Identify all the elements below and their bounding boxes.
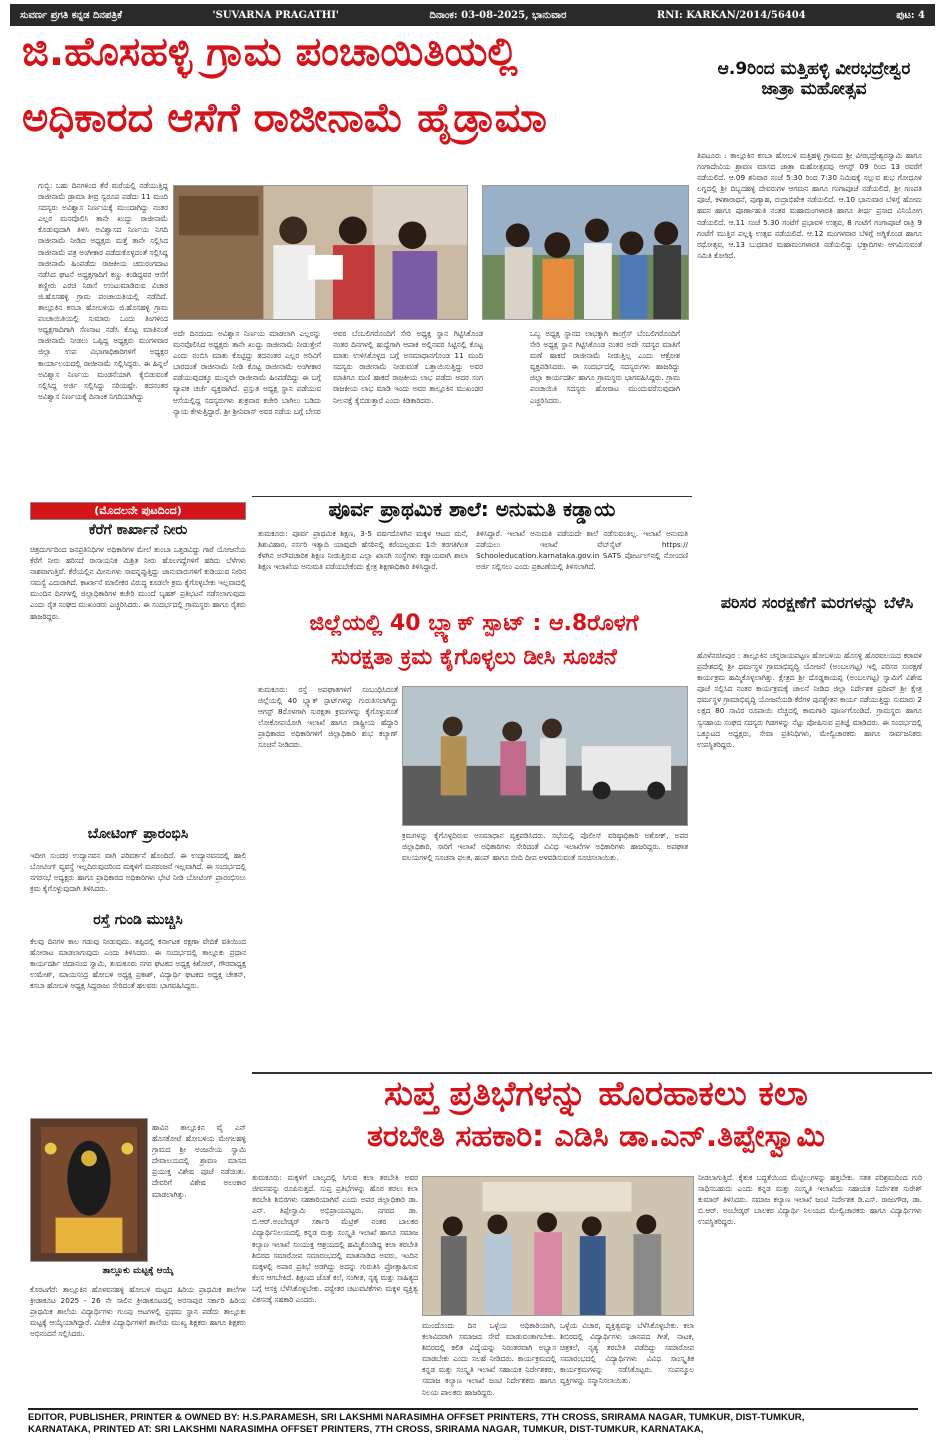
kala-column-3: ಒಳ್ಳೆಯ ವಿಚಾರ, ವ್ಯಕ್ತಿತ್ವವನ್ನು ಬೆಳೆಸಿಕೊಳ್ಳಬೇಕು. ಕಲಾ ಶಿಬಿರದಲ್ಲಿ ವಿದ್ಯಾರ್ಥಿಗಳು ಜಾನಪದ ಗೀತೆ, ನಾಟಕ, ಚಿತ್ರಕಲೆ, ನೃತ್ಯ ತರಬೇತಿ ಪಡೆದಿದ್ದು ಸಮಾರೋಪ ಸಮಾರಂಭದಲ್ಲಿ ವಿದ್ಯಾರ್ಥಿಗಳು ವಿವಿಧ ಸಾಂಸ್ಕೃತಿಕ ಕಾರ್ಯಕ್ರಮಗಳನ್ನು ನಡೆಸಿಕೊಟ್ಟರು. ಸಂಪನ್ಮೂಲ ವ್ಯಕ್ತಿಗಳನ್ನು ಸನ್ಮಾನಿಸಲಾಯಿತು.: [560, 1321, 694, 1386]
pre-primary-body-1: ತುಮಕೂರು: ಪೂರ್ವ ಪ್ರಾಥಮಿಕ ಶಿಕ್ಷಣ, 3-5 ವರ್ಷದೊಳಗಿನ ಮಕ್ಕಳ ಆಟದ ಮನೆ, ಶಿಶುವಿಹಾರ, ನರ್ಸರಿ ಇತ್ಯಾದಿ ಯಾವುದೇ ಹೆಸರಿನಲ್ಲಿ ಕರೆಯಲ್ಪಡುವ 1ನೇ ತರಗತಿಗಿಂತ ಕೆಳಗಿನ ಅನೌಪಚಾರಿಕ ಶಿಕ್ಷಣ ನೀಡುತ್ತಿರುವ ಎಲ್ಲಾ ಖಾಸಗಿ ಸಂಸ್ಥೆಗಳು ಕಡ್ಡಾಯವಾಗಿ ಶಾಲಾ ಶಿಕ್ಷಣ ಇಲಾಖೆಯ ಅನುಮತಿ ಪಡೆಯಬೇಕೆಂದು ಕ್ಷೇತ್ರ ಶಿಕ್ಷಣಾಧಿಕಾರಿ ತಿಳಿಸಿದ್ದಾರೆ.: [258, 529, 468, 572]
lead-photo-group: [482, 185, 689, 320]
kala-headline-1: ಸುಪ್ತ ಪ್ರತಿಭೆಗಳನ್ನು ಹೊರಹಾಕಲು ಕಲಾ: [384, 1076, 808, 1114]
right-mid-headline: ಪರಿಸರ ಸಂರಕ್ಷಣೆಗೆ ಮರಗಳನ್ನು ಬೆಳೆಸಿ: [720, 594, 914, 612]
raste-headline: ರಸ್ತೆ ಗುಂಡಿ ಮುಚ್ಚಿಸಿ: [93, 912, 183, 928]
masthead-title: 'SUVARNA PRAGATHI': [212, 9, 339, 21]
temple-caption: ತಾಲ್ಲೂಕು ಮಟ್ಟಕ್ಕೆ ಆಯ್ಕೆ: [102, 1266, 174, 1276]
temple-side-text: ಹಾವಿನ ತಾಲ್ಲೂಕಿನ ವೈ ಎನ್ ಹೊಸಕೋಟೆ ಹೋಬಳಿಯ ಮೇಗಲಹಳ್ಳಿ ಗ್ರಾಮದ ಶ್ರೀ ಅಂಜನೇಯ ಸ್ವಾಮಿ ದೇವಾಲಯದಲ್ಲಿ ಶ್ರಾವಣ ಮಾಸದ ಪ್ರಯುಕ್ತ ವಿಶೇಷ ಪೂಜೆ ನಡೆಯಿತು. ದೇವರಿಗೆ ವಿಶೇಷ ಅಲಂಕಾರ ಮಾಡಲಾಗಿತ್ತು.: [152, 1123, 246, 1199]
blackspot-photo: [402, 686, 688, 826]
kala-column-4: ನೀಡಲಾಗುತ್ತಿದೆ. ಕೈತುಕ ಬದ್ಧತೆಯಿಂದ ಮೆಟ್ಟಿಲುಗಳನ್ನು ಹತ್ತಬೇಕು. ಸತತ ಪರಿಶ್ರಮದಿಂದ ಗುರಿ ಸಾಧಿಸಬಹುದು ಎಂದು ಕನ್ನಡ ಮತ್ತು ಸಂಸ್ಕೃತಿ ಇಲಾಖೆಯ ಸಹಾಯಕ ನಿರ್ದೇಶಕ ಸುರೇಶ್ ಕುಮಾರ್ ತಿಳಿಸಿದರು. ಸಮಾಜ ಕಲ್ಯಾಣ ಇಲಾಖೆ ಜಂಟಿ ನಿರ್ದೇಶಕ ಡಿ.ಎಸ್. ರಾಜುಗೌಡ, ಡಾ. ಬಿ.ಆರ್. ಅಂಬೇಡ್ಕರ್ ಬಾಲಕರ ವಿದ್ಯಾರ್ಥಿ ನಿಲಯದ ಮೇಲ್ವಿಚಾರಕರು ಹಾಗೂ ವಿದ್ಯಾರ್ಥಿಗಳು ಉಪಸ್ಥಿತರಿದ್ದರು.: [698, 1173, 922, 1227]
blackspot-headline-1: ಜಿಲ್ಲೆಯಲ್ಲಿ 40 ಬ್ಲ್ಯಾಕ್ ಸ್ಪಾಟ್ : ಆ.8ರೊಳಗೆ: [309, 612, 639, 636]
imprint-line-1: EDITOR, PUBLISHER, PRINTER & OWNED BY: H.S.PARAMESH, SRI LAKSHMI NARASIMHA OFFSET PRINTERS, 7TH CROSS, SRIRAMA NAGAR, TUMKUR, DIST-TUMKUR,: [28, 1412, 805, 1423]
kere-body: ಚಿತ್ರದುರ್ಗದಿಂದ ಜನಪ್ರತಿನಿಧಿಗಳ ಅಧಿಕಾರಿಗಳ ಮೇಲೆ ತುಂಬಾ ಒತ್ತಡವಿದ್ದು ಗಾರೆ ಯೋಜನೆಯ ಕೆರೆಗೆ ನೀರು ಹರಿಸದೆ ರಾಸಾಯನಿಕ ಮಿಶ್ರಿತ ನೀರು ಹೊಲಗದ್ದೆಗಳಿಗೆ ಹರಿದು ಬೆಳೆಗಳು ನಾಶವಾಗುತ್ತಿವೆ. ಕೆರೆಯಲ್ಲಿನ ಮೀನುಗಳು ಸಾವನ್ನಪ್ಪುತ್ತಿದ್ದು ಜಾನುವಾರುಗಳಿಗೆ ಕುಡಿಯುವ ನೀರಿನ ಸಮಸ್ಯೆ ಎದುರಾಗಿದೆ. ಕಾರ್ಖಾನೆ ಮಾಲೀಕರ ವಿರುದ್ಧ ಕೂಡಲೇ ಕ್ರಮ ಕೈಗೊಳ್ಳಬೇಕು ಇಲ್ಲವಾದಲ್ಲಿ ಮುಂದಿನ ದಿನಗಳಲ್ಲಿ ಜಿಲ್ಲಾಧಿಕಾರಿಗಳ ಕಚೇರಿ ಮುಂದೆ ಬೃಹತ್ ಪ್ರತಿಭಟನೆ ನಡೆಸಲಾಗುವುದು ಎಂದು ರೈತ ಸಂಘದ ಮುಖಂಡರು ಎಚ್ಚರಿಸಿದರು. ಈ ಸಂದರ್ಭದಲ್ಲಿ ಗ್ರಾಮಸ್ಥರು ಹಾಗೂ ರೈತರು ಹಾಜರಿದ್ದರು.: [30, 545, 246, 621]
lead-column-1: ಗುಬ್ಬಿ: ಬಹು ದಿನಗಳಿಂದ ತೆರೆ ಮರೆಯಲ್ಲಿ ನಡೆಯುತ್ತಿದ್ದ ರಾಜೀನಾಮೆ ಡ್ರಾಮಾ ತೀವ್ರ ಸ್ವರೂಪ ಪಡೆದು 11 ಮಂದಿ ಸದಸ್ಯರು ಅವಿಶ್ವಾಸ ನಿರ್ಣಯಕ್ಕೆ ಮುಂದಾಗಿದ್ದು ನಂತರ ಎಲ್ಲರ ಮನವೊಲಿಸಿ ತಾನೇ ಖುದ್ದು ರಾಜೀನಾಮೆ ಕೊಡುವುದಾಗಿ ತಿಳಿಸಿ ಅವಿಶ್ವಾಸದ ನಿರ್ಣಯ ನಿಗದಿ ರಾಜೀನಾಮೆ ನೀಡಿದ ಅಧ್ಯಕ್ಷರು ಮತ್ತೆ ತಾನೇ ಸಲ್ಲಿಸಿದ ರಾಜೀನಾಮೆ ಪತ್ರ ಅಂಗೀಕಾರ ಪಡೆದುಕೊಳ್ಳದಂತೆ ಸಲ್ಲಿಸಿದ್ದ ರಾಜೀನಾಮೆ ಹಿಂಪಡೆದು ರಾಜಕೀಯ ಚದುರಂಗದಾಟ ನಡೆಸಿದ ಘಟನೆ ಅಧ್ಯಕ್ಷಗಾದಿಗೆ ಕಣ್ಣು ಕಂಡಿದ್ದವರ ಆಸೆಗೆ ತಣ್ಣೀರು ಎರಚಿ ನಿರಾಸೆ ಉಂಟುಮಾಡಿರುವ ವಿಚಾರ ಜಿ.ಹೊಸಹಳ್ಳಿ ಗ್ರಾಮ ಪಂಚಾಯತಿಯಲ್ಲಿ ನಡೆದಿದೆ. ತಾಲ್ಲೂಕಿನ ಕಸಬಾ ಹೋಬಳಿಯ ಜಿ.ಹೊಸಹಳ್ಳಿ ಗ್ರಾಮ ಪಂಚಾಯಿತಿಯಲ್ಲಿ ಸುಮಾರು ಒಂದು ತಿಂಗಳಿಂದ ಅಧ್ಯಕ್ಷಗಾದಿಗಾಗಿ ಸೆಣಸಾಟ ನಡೆಸಿ ಕೊಟ್ಟ ಮಾತಿನಂತೆ ರಾಜೀನಾಮೆ ನೀಡಲು ಒಪ್ಪಿದ್ದ ಅಧ್ಯಕ್ಷರು ಮಂಗಳವಾರ ಜಿಲ್ಲಾ ಉಪ ವಿಭಾಗಾಧಿಕಾರಿಗಳಿಗೆ ಅಧ್ಯಕ್ಷರ ಕಾರ್ಯಾಲಯದಲ್ಲಿ ರಾಜೀನಾಮೆ ಸಲ್ಲಿಸಿದ್ದರು. ಈ ಹಿನ್ನಲೆ ಅವಿಶ್ವಾಸ ನಿರ್ಣಯ ಮಂಡನೆಯಾಗಿ ಕೈಬಿಡುವಂತೆ ಸಲ್ಲಿಸಿದ್ದ ಅರ್ಜಿ ಸಲ್ಲಿಸಿದ್ದು ಸರಿಯಷ್ಟೇ. ತದನಂತರ ಅವಿಶ್ವಾಸ ನಿರ್ಣಯಕ್ಕೆ ದಿನಾಂಕ ನಿಗದಿಯಾಗಿದ್ದು: [38, 181, 168, 401]
continued-label: (ಮೊದಲನೇ ಪುಟದಿಂದ): [30, 502, 246, 520]
kala-photo: [422, 1176, 694, 1316]
lead-photo-office: [173, 185, 468, 320]
imprint-footer: [28, 1408, 918, 1444]
divider: [252, 496, 692, 497]
temple-body: ಕೊರಟಗೆರೆ: ತಾಲ್ಲೂಕಿನ ಹೊಳವನಹಳ್ಳಿ ಹೋಬಳಿ ಮಟ್ಟದ ಹಿರಿಯ ಪ್ರಾಥಮಿಕ ಶಾಲೆಗಳ ಕ್ರೀಡಾಕೂಟ 2025 - 26 ನೇ ಸಾಲಿನ ಕ್ರೀಡಾಕೂಟದಲ್ಲಿ ಅರಸಾಪುರ ಸರ್ಕಾರಿ ಹಿರಿಯ ಪ್ರಾಥಮಿಕ ಶಾಲೆಯ ವಿದ್ಯಾರ್ಥಿಗಳು ಗುಂಪು ಆಟಗಳಲ್ಲಿ ಪ್ರಥಮ ಸ್ಥಾನ ಪಡೆದು ತಾಲ್ಲೂಕು ಮಟ್ಟಕ್ಕೆ ಆಯ್ಕೆಯಾಗಿದ್ದಾರೆ. ವಿಜೇತ ವಿದ್ಯಾರ್ಥಿಗಳಿಗೆ ಶಾಲೆಯ ಮುಖ್ಯ ಶಿಕ್ಷಕರು ಹಾಗೂ ಶಿಕ್ಷಕರು ಅಭಿನಂದನೆ ಸಲ್ಲಿಸಿದರು.: [30, 1285, 246, 1339]
lead-column-2: ಅದೇ ದಿನದಂದು ಅವಿಶ್ವಾಸ ನಿರ್ಣಯ ಮಾಡಲಾಗಿ ಎಲ್ಲರನ್ನು ಮನವೊಲಿಸಿದ ಅಧ್ಯಕ್ಷರು ತಾನೇ ಖುದ್ದು ರಾಜೀನಾಮೆ ನೀಡುತ್ತೇನೆ ಎಂದು ನಂಬಿಸಿ ಮಾತು ಕೊಟ್ಟಿದ್ದು ತದನಂತರ ಎಲ್ಲರ ಅರಿವಿಗೆ ಬಾರದಂತೆ ರಾಜೀನಾಮೆ ನೀಡಿ ಕೊಟ್ಟ ರಾಜೀನಾಮೆ ಅಂಗೀಕಾರ ಪಡೆಯುವುದಕ್ಕೂ ಮುನ್ನವೇ ರಾಜೀನಾಮೆ ಹಿಂಪಡೆದಿದ್ದು ಈ ಬಗ್ಗೆ ವ್ಯಾಪಕ ಚರ್ಚೆ ವ್ಯಕ್ತವಾಗಿದೆ. ಪ್ರಸ್ತುತ ಅಧ್ಯಕ್ಷ ಸ್ಥಾನ ಪಡೆಯುವ ಆಸೆಯಲ್ಲಿದ್ದ ಸದಸ್ಯರುಗಳು ಶುಕ್ರವಾರ ಕಚೇರಿ ಬಾಗಿಲು ಬಡಿದು ನ್ಯಾಯ ಕೇಳುತ್ತಿದ್ದಾರೆ. ಶ್ರೀ ಶ್ರೀನಿವಾಸ್ ಅವರ ನಡೆಯ ಬಗ್ಗೆ ಬೇಸರ: [173, 329, 321, 416]
temple-photo: [30, 1118, 148, 1262]
kere-headline: ಕೆರೆಗೆ ಕಾರ್ಖಾನೆ ನೀರು: [88, 522, 188, 538]
boating-headline: ಬೋಟಿಂಗ್ ಪ್ರಾರಂಭಿಸಿ: [87, 826, 189, 842]
kala-column-2: ಮುಂದೊಂದು ದಿನ ಒಳ್ಳೆಯ ಅಧಿಕಾರಿಯಾಗಿ, ಕಲಾವಿದರಾಗಿ ಸಮಾಜದ ಸೇವೆ ಮಾಡುವಂತಾಗಬೇಕು. ಶಿಬಿರದಲ್ಲಿ ಕಲಿತ ವಿದ್ಯೆಯನ್ನು ನಿರಂತರವಾಗಿ ಅಭ್ಯಾಸ ಮಾಡಬೇಕು ಎಂದು ಸಲಹೆ ನೀಡಿದರು. ಕಾರ್ಯಕ್ರಮದಲ್ಲಿ ಕನ್ನಡ ಮತ್ತು ಸಂಸ್ಕೃತಿ ಇಲಾಖೆ ಸಹಾಯಕ ನಿರ್ದೇಶಕರು, ಸಮಾಜ ಕಲ್ಯಾಣ ಇಲಾಖೆ ಜಂಟಿ ನಿರ್ದೇಶಕರು ಹಾಗೂ ನಿಲಯ ಪಾಲಕರು ಹಾಜರಿದ್ದರು.: [422, 1321, 556, 1397]
masthead-bar: [10, 4, 935, 26]
right-top-body: ತಿಪಟೂರು : ತಾಲ್ಲೂಕಿನ ಕಸಬಾ ಹೋಬಳಿ ಮತ್ತಿಹಳ್ಳಿ ಗ್ರಾಮದ ಶ್ರೀ ವೀರಭದ್ರೇಶ್ವರಸ್ವಾಮಿ ಹಾಗೂ ಗಂಗಾದೇವಿಯ ಶ್ರಾವಣ ಮಾಸದ ಜಾತ್ರಾ ಮಹೋತ್ಸವವು ಆಗಸ್ಟ್ 09 ರಿಂದ 13 ರವರೆಗೆ ನಡೆಯಲಿದೆ. ಆ.09 ಶನಿವಾರ ಸಂಜೆ 5:30 ರಿಂದ 7:30 ನಿಮಿಷಕ್ಕೆ ಸಲ್ಲುವ ಶುಭ ಗೋಧೂಳಿ ಲಗ್ನದಲ್ಲಿ ಶ್ರೀ ದಿಬ್ಬದಹಳ್ಳಿ ದೇವರುಗಳ ಆಗಮನ ಹಾಗೂ ಗಂಗಾಪೂಜೆ ನಡೆಯಲಿದೆ. ಶ್ರೀ ಗಣಪತಿ ಪೂಜೆ, ಕಳಶಾರಾಧನೆ, ಪುಣ್ಯಾಹ, ರುದ್ರಾಭಿಷೇಕ ನಡೆಯಲಿದೆ. ಆ.10 ಭಾನುವಾರ ಬೆಳಿಗ್ಗೆ ಹೋಮ ಹವನ ಹಾಗೂ ಪೂರ್ಣಾಹುತಿ ನಂತರ ಮಹಾಮಂಗಳಾರತಿ ಹಾಗೂ ತೀರ್ಥ ಪ್ರಸಾದ ವಿನಿಯೋಗ ನಡೆಯಲಿದೆ. ಆ.11 ಸಂಜೆ 5.30 ಗಂಟೆಗೆ ಪ್ರಭಾವಳಿ ಉತ್ಸವ, 8 ಗಂಟೆಗೆ ಗಂಗಾಪೂಜೆ ರಾತ್ರಿ 9 ಗಂಟೆಗೆ ಮುತ್ತಿನ ಪಲ್ಲಕ್ಕಿ ಉತ್ಸವ ನಡೆಯಲಿದೆ. ಆ.12 ಮಂಗಳವಾರ ಬೆಳಿಗ್ಗೆ ಅಗ್ನಿಕೊಂಡ ಹಾಗೂ ರಥೋತ್ಸವ, ಆ.13 ಬುಧವಾರ ಮಹಾಮಂಗಳಾರತಿ ನಡೆಯಲಿದ್ದು ಭಕ್ತಾದಿಗಳು ಆಗಮಿಸುವಂತೆ ಸಮಿತಿ ಕೋರಿದೆ.: [697, 151, 922, 260]
right-top-headline: ಆ.9ರಿಂದ ಮತ್ತಿಹಳ್ಳಿ ವೀರಭದ್ರೇಶ್ವರ ಜಾತ್ರಾ ಮಹೋತ್ಸವ: [717, 60, 911, 99]
right-mid-body: ಹೊಳೆನರಸೀಪುರ : ತಾಲ್ಲೂಕಿನ ಚನ್ನರಾಯಪಟ್ಟಣ ಹೋಬಳಿಯ ಹೊಸಳ್ಳಿ ಹೊರವಲಯದ ಕರಾವಳಿ ಪ್ರದೇಶದಲ್ಲಿ ಶ್ರೀ ಧರ್ಮಸ್ಥಳ ಗ್ರಾಮಾಭಿವೃದ್ಧಿ ಯೋಜನೆ (ಅಂಬಲಗಟ್ಟ) ಇಲ್ಲಿ ಪರಿಸರ ಸಂರಕ್ಷಣೆ ಕಾರ್ಯಕ್ರಮ ಹಮ್ಮಿಕೊಳ್ಳಲಾಗಿತ್ತು. ಕ್ಷೇತ್ರದ ಶ್ರೀ ದೊಡ್ಡಕಾಯಪ್ಪ (ಅಂಬಲಗಟ್ಟ) ಸ್ವಾಮಿಗೆ ವಿಶೇಷ ಪೂಜೆ ಸಲ್ಲಿಸಿದ ನಂತರ ಕಾರ್ಯಕ್ರಮಕ್ಕೆ ಚಾಲನೆ ನೀಡಿದ ಜಿಲ್ಲಾ ನಿರ್ದೇಶಕ ಪ್ರದೀಪ್ ಶ್ರೀ ಕ್ಷೇತ್ರ ಧರ್ಮಸ್ಥಳ ಗ್ರಾಮಾಭಿವೃದ್ಧಿ ಯೋಜನೆಯಡಿ ಕೆರೆಗಳ ಪುನಶ್ಚೇತನ ಕಾರ್ಯ ನಡೆಯುತ್ತಿದ್ದು ಸುಮಾರು 2 ಲಕ್ಷದ 80 ಸಾವಿರ ರೂಪಾಯಿ ವೆಚ್ಚದಲ್ಲಿ ಕಾಮಗಾರಿ ಪೂರ್ಣಗೊಂಡಿದೆ. ಗ್ರಾಮಸ್ಥರು ಹಾಗೂ ಸ್ವಸಹಾಯ ಸಂಘದ ಸದಸ್ಯರು ಗಿಡಗಳನ್ನು ನೆಟ್ಟು ಪೋಷಿಸುವ ಪ್ರತಿಜ್ಞೆ ಮಾಡಿದರು. ಈ ಸಂದರ್ಭದಲ್ಲಿ ಒಕ್ಕೂಟದ ಅಧ್ಯಕ್ಷರು, ಸೇವಾ ಪ್ರತಿನಿಧಿಗಳು, ಮೇಲ್ವಿಚಾರಕರು ಹಾಗೂ ಸಾರ್ವಜನಿಕರು ಉಪಸ್ಥಿತರಿದ್ದರು.: [697, 651, 922, 749]
pre-primary-headline: ಪೂರ್ವ ಪ್ರಾಥಮಿಕ ಶಾಲೆ: ಅನುಮತಿ ಕಡ್ಡಾಯ: [328, 498, 616, 521]
imprint-line-2: KARNATAKA, PRINTED AT: SRI LAKSHMI NARASIMHA OFFSET PRINTERS, 7TH CROSS, SRIRAMA NAGAR, TUMKUR, DIST-TUMKUR, KARNATAKA,: [28, 1424, 704, 1435]
raste-body: ಕೆಲವು ದಿನಗಳ ಕಾಲ ಗಡುವು ನೀಡುವುದು. ತಪ್ಪಿದಲ್ಲಿ ಕರ್ನಾಟಕ ರಕ್ಷಣಾ ವೇದಿಕೆ ವತಿಯಿಂದ ಹೋರಾಟ ಮಾಡಲಾಗುವುದು ಎಂದು ತಿಳಿಸಿದರು. ಈ ಸಂದರ್ಭದಲ್ಲಿ ತಾಲ್ಲೂಕು ಪ್ರಧಾನ ಕಾರ್ಯದರ್ಶಿ ಚಿದಾನಂದ ಸ್ವಾಮಿ, ತುಮಕೂರು ನಗರ ಘಟಕದ ಅಧ್ಯಕ್ಷ ಕಿಶೋರ್, ಗೌರವಾಧ್ಯಕ್ಷ ಉಮೇಶ್, ಮಾಯಸಂದ್ರ ಹೋಬಳಿ ಅಧ್ಯಕ್ಷ ಪ್ರಕಾಶ್, ವಿದ್ಯಾರ್ಥಿ ಘಟಕದ ಅಧ್ಯಕ್ಷ ಚೇತನ್, ಕಸಬಾ ಹೋಬಳಿ ಅಧ್ಯಕ್ಷ ಸಿದ್ದರಾಜು ಸೇರಿದಂತೆ ಹಲವರು ಭಾಗವಹಿಸಿದ್ದರು.: [30, 937, 246, 991]
blackspot-column-2: ಕ್ರಮಗಳನ್ನು ಕೈಗೊಳ್ಳದಿರುವ ಅಸಮಾಧಾನ ವ್ಯಕ್ತಪಡಿಸಿದರು. ಸಭೆಯಲ್ಲಿ ಪೊಲೀಸ್ ವರಿಷ್ಠಾಧಿಕಾರಿ ಅಶೋಕ್, ಅಪರ ಜಿಲ್ಲಾಧಿಕಾರಿ, ಸಾರಿಗೆ ಇಲಾಖೆ ಅಧಿಕಾರಿಗಳು ಸೇರಿದಂತೆ ವಿವಿಧ ಇಲಾಖೆಗಳ ಅಧಿಕಾರಿಗಳು ಹಾಜರಿದ್ದರು. ಅಪಘಾತ ವಲಯಗಳಲ್ಲಿ ಸೂಚನಾ ಫಲಕ, ಹಂಪ್ ಹಾಗೂ ಬೀದಿ ದೀಪ ಅಳವಡಿಸುವಂತೆ ಸೂಚಿಸಲಾಯಿತು.: [402, 831, 688, 863]
masthead-date: ದಿನಾಂಕ: 03-08-2025, ಭಾನುವಾರ: [429, 9, 567, 21]
lead-headline-2: ಅಧಿಕಾರದ ಆಸೆಗೆ ರಾಜೀನಾಮೆ ಹೈಡ್ರಾಮಾ: [22, 96, 547, 141]
masthead-rni: RNI: KARKAN/2014/56404: [656, 9, 806, 21]
divider: [252, 1072, 932, 1074]
pre-primary-body-2: ತಿಳಿಸಿದ್ದಾರೆ. ಇಲಾಖೆ ಅನುಮತಿ ಪಡೆಯದೇ ಶಾಲೆ ನಡೆಸುವಂತಿಲ್ಲ. ಇಲಾಖೆ ಅನುಮತಿ ಪಡೆಯಲು ಇಲಾಖೆ ವೆಬ್‌ಸೈಟ್ https:// Schooleducation.karnataka.gov.in SATS ಪೋರ್ಟಲ್‌ನಲ್ಲಿ ನೋಂದಣಿ ಅರ್ಜಿ ಸಲ್ಲಿಸಲು ಎಂದು ಪ್ರಕಟಣೆಯಲ್ಲಿ ತಿಳಿಸಲಾಗಿದೆ.: [476, 529, 688, 572]
blackspot-column-1: ತುಮಕೂರು: ರಸ್ತೆ ಅಪಘಾತಗಳಿಗೆ ಸಂಬಂಧಿಸಿದಂತೆ ಜಿಲ್ಲೆಯಲ್ಲಿ 40 ಬ್ಲ್ಯಾಕ್ ಸ್ಪಾಟ್‌ಗಳನ್ನು ಗುರುತಿಸಲಾಗಿದ್ದು ಆಗಸ್ಟ್ 8ರೊಳಗಾಗಿ ಸುರಕ್ಷತಾ ಕ್ರಮಗಳನ್ನು ಕೈಗೊಳ್ಳುವಂತೆ ಲೋಕೋಪಯೋಗಿ ಇಲಾಖೆ ಹಾಗೂ ರಾಷ್ಟ್ರೀಯ ಹೆದ್ದಾರಿ ಪ್ರಾಧಿಕಾರದ ಅಧಿಕಾರಿಗಳಿಗೆ ಜಿಲ್ಲಾಧಿಕಾರಿ ಶುಭ ಕಲ್ಯಾಣ್ ಸೂಚನೆ ನೀಡಿದರು.: [258, 685, 398, 750]
boating-body: ಇದೀಗ ಸುಂದರ ಉದ್ಯಾನವನ ವಾಗಿ ಪರಿವರ್ತನೆ ಹೊಂದಿದೆ. ಈ ಉದ್ಯಾನವನದಲ್ಲಿ ಹಾಲಿ ಬೋಟಿಂಗ್ ವ್ಯವಸ್ಥೆ ಇಲ್ಲದಿರುವುದರಿಂದ ಮಕ್ಕಳಿಗೆ ಮನರಂಜನೆ ಇಲ್ಲವಾಗಿದೆ. ಈ ಸಂದರ್ಭದಲ್ಲಿ ನಗರಸಭೆ ಅಧ್ಯಕ್ಷರು ಹಾಗೂ ಪ್ರಾಧಿಕಾರದ ಅಧಿಕಾರಿಗಳು ಭೇಟಿ ನೀಡಿ ಬೋಟಿಂಗ್ ಪ್ರಾರಂಭಿಸಲು ಕ್ರಮ ಕೈಗೊಳ್ಳುವುದಾಗಿ ತಿಳಿಸಿದರು.: [30, 851, 246, 894]
lead-column-4: ಒಬ್ಬ ಅಧ್ಯಕ್ಷ ಸ್ಥಾನದ ಲಾಭಕ್ಕಾಗಿ ಕಾಂಗ್ರೆಸ್ ಬೆಂಬಲಿಗರೊಂದಿಗೆ ಸೇರಿ ಅಧ್ಯಕ್ಷ ಸ್ಥಾನ ಗಿಟ್ಟಿಸಿಕೊಂಡ ನಂತರ ಅದೇ ಸದಸ್ಯರ ಮಾತಿಗೆ ಮಣೆ ಹಾಕದೆ ರಾಜೀನಾಮೆ ನೀಡುತ್ತಿಲ್ಲ ಎಂದು ಆಕ್ರೋಶ ವ್ಯಕ್ತಪಡಿಸಿದರು. ಈ ಸಂದರ್ಭದಲ್ಲಿ ಸದಸ್ಯರುಗಳು ಹಾಜರಿದ್ದು ಜಿಲ್ಲಾ ಕಾರ್ಯದರ್ಶಿ ಹಾಗೂ ಗ್ರಾಮಸ್ಥರು ಭಾಗವಹಿಸಿದ್ದರು. ಗ್ರಾಮ ಪಂಚಾಯಿತಿ ಸದಸ್ಯರು ಹೋರಾಟ ಮುಂದುವರೆಸುವುದಾಗಿ ಎಚ್ಚರಿಸಿದರು.: [530, 329, 680, 405]
masthead-page: ಪುಟ: 4: [896, 9, 925, 21]
lead-column-3: ಅವರ ಬೆಂಬಲಿಗರೊಂದಿಗೆ ಸೇರಿ ಅಧ್ಯಕ್ಷ ಸ್ಥಾನ ಗಿಟ್ಟಿಸಿಕೊಂಡ ನಂತರ ದಿನಗಳಲ್ಲಿ ಹುದ್ದೆಗಾಗಿ ಆಪಾಕ ಅಲ್ಲಿನವರ ಸಿಟ್ಟಿನಲ್ಲಿ ಕೊಟ್ಟ ಮಾತು ಉಳಿಸಿಕೊಳ್ಳದ ಬಗ್ಗೆ ಅಸಮಾಧಾನಗೊಂಡ 11 ಮಂದಿ ಸದಸ್ಯರು ರಾಜೀನಾಮೆ ನೀಡುವಂತೆ ಒತ್ತಾಯಿಸುತ್ತಿದ್ದು ಅವರ ಮಾತಿಗೂ ಮಣಿ ಹಾಕದೆ ರಾಜಕೀಯ ಲಾಭ ಪಡೆದು ಅದರ ಸಂಗ ರಾಜಕೀಯ ಲಾಭ ಮಾಡಿ ಇಂದು ಅವರ ತಾಲ್ಲೂಕಿನ ಮುಖಂಡರ ನೀಲನಕ್ಷೆ ಕೈಬಿಡುತ್ತಾರೆ ಎಂದು ಕಿಡಿಕಾರಿದರು.: [333, 329, 483, 405]
kala-column-1: ತುಮಕೂರು: ಮಕ್ಕಳಿಗೆ ಬಾಲ್ಯದಲ್ಲಿ ಸಿಗುವ ಕಲಾ ತರಬೇತಿ ಅವರ ಜೀವನವನ್ನು ರೂಪಿಸುತ್ತದೆ. ಸುಪ್ತ ಪ್ರತಿಭೆಗಳನ್ನು ಹೊರ ತರಲು ಕಲಾ ತರಬೇತಿ ಶಿಬಿರಗಳು ಸಹಕಾರಿಯಾಗಿವೆ ಎಂದು ಅಪರ ಜಿಲ್ಲಾಧಿಕಾರಿ ಡಾ. ಎನ್. ತಿಪ್ಪೇಸ್ವಾಮಿ ಅಭಿಪ್ರಾಯಪಟ್ಟರು. ನಗರದ ಡಾ. ಬಿ.ಆರ್.ಅಂಬೇಡ್ಕರ್ ಸರ್ಕಾರಿ ಮೆಟ್ರಿಕ್ ನಂತರ ಬಾಲಕರ ವಿದ್ಯಾರ್ಥಿನಿಲಯದಲ್ಲಿ ಕನ್ನಡ ಮತ್ತು ಸಂಸ್ಕೃತಿ ಇಲಾಖೆ ಹಾಗೂ ಸಮಾಜ ಕಲ್ಯಾಣ ಇಲಾಖೆ ಸಂಯುಕ್ತ ಆಶ್ರಯದಲ್ಲಿ ಹಮ್ಮಿಕೊಂಡಿದ್ದ ಕಲಾ ತರಬೇತಿ ಶಿಬಿರದ ಸಮಾರೋಪ ಸಮಾರಂಭದಲ್ಲಿ ಮಾತನಾಡಿದ ಅವರು, ಇಂದಿನ ಮಕ್ಕಳಲ್ಲಿ ಅಪಾರ ಪ್ರತಿಭೆ ಅಡಗಿದ್ದು ಅದನ್ನು ಗುರುತಿಸಿ ಪ್ರೋತ್ಸಾಹಿಸುವ ಕೆಲಸ ಆಗಬೇಕಿದೆ. ಶಿಕ್ಷಣದ ಜೊತೆ ಕಲೆ, ಸಂಗೀತ, ನೃತ್ಯ ಮತ್ತು ಸಾಹಿತ್ಯದ ಬಗ್ಗೆ ಆಸಕ್ತಿ ಬೆಳೆಸಿಕೊಳ್ಳಬೇಕು. ಪಠ್ಯೇತರ ಚಟುವಟಿಕೆಗಳು ಮಕ್ಕಳ ವ್ಯಕ್ತಿತ್ವ ವಿಕಸನಕ್ಕೆ ಸಹಕಾರಿ ಎಂದರು.: [252, 1173, 418, 1305]
blackspot-headline-2: ಸುರಕ್ಷತಾ ಕ್ರಮ ಕೈಗೊಳ್ಳಲು ಡೀಸಿ ಸೂಚನೆ: [331, 646, 617, 670]
lead-headline-1: ಜಿ.ಹೊಸಹಳ್ಳಿ ಗ್ರಾಮ ಪಂಚಾಯಿತಿಯಲ್ಲಿ: [22, 30, 518, 75]
kala-headline-2: ತರಬೇತಿ ಸಹಕಾರಿ: ಎಡಿಸಿ ಡಾ.ಎನ್.ತಿಪ್ಪೇಸ್ವಾಮಿ: [366, 1120, 826, 1154]
masthead-left: ಸುವರ್ಣ ಪ್ರಗತಿ ಕನ್ನಡ ದಿನಪತ್ರಿಕೆ: [20, 9, 123, 21]
